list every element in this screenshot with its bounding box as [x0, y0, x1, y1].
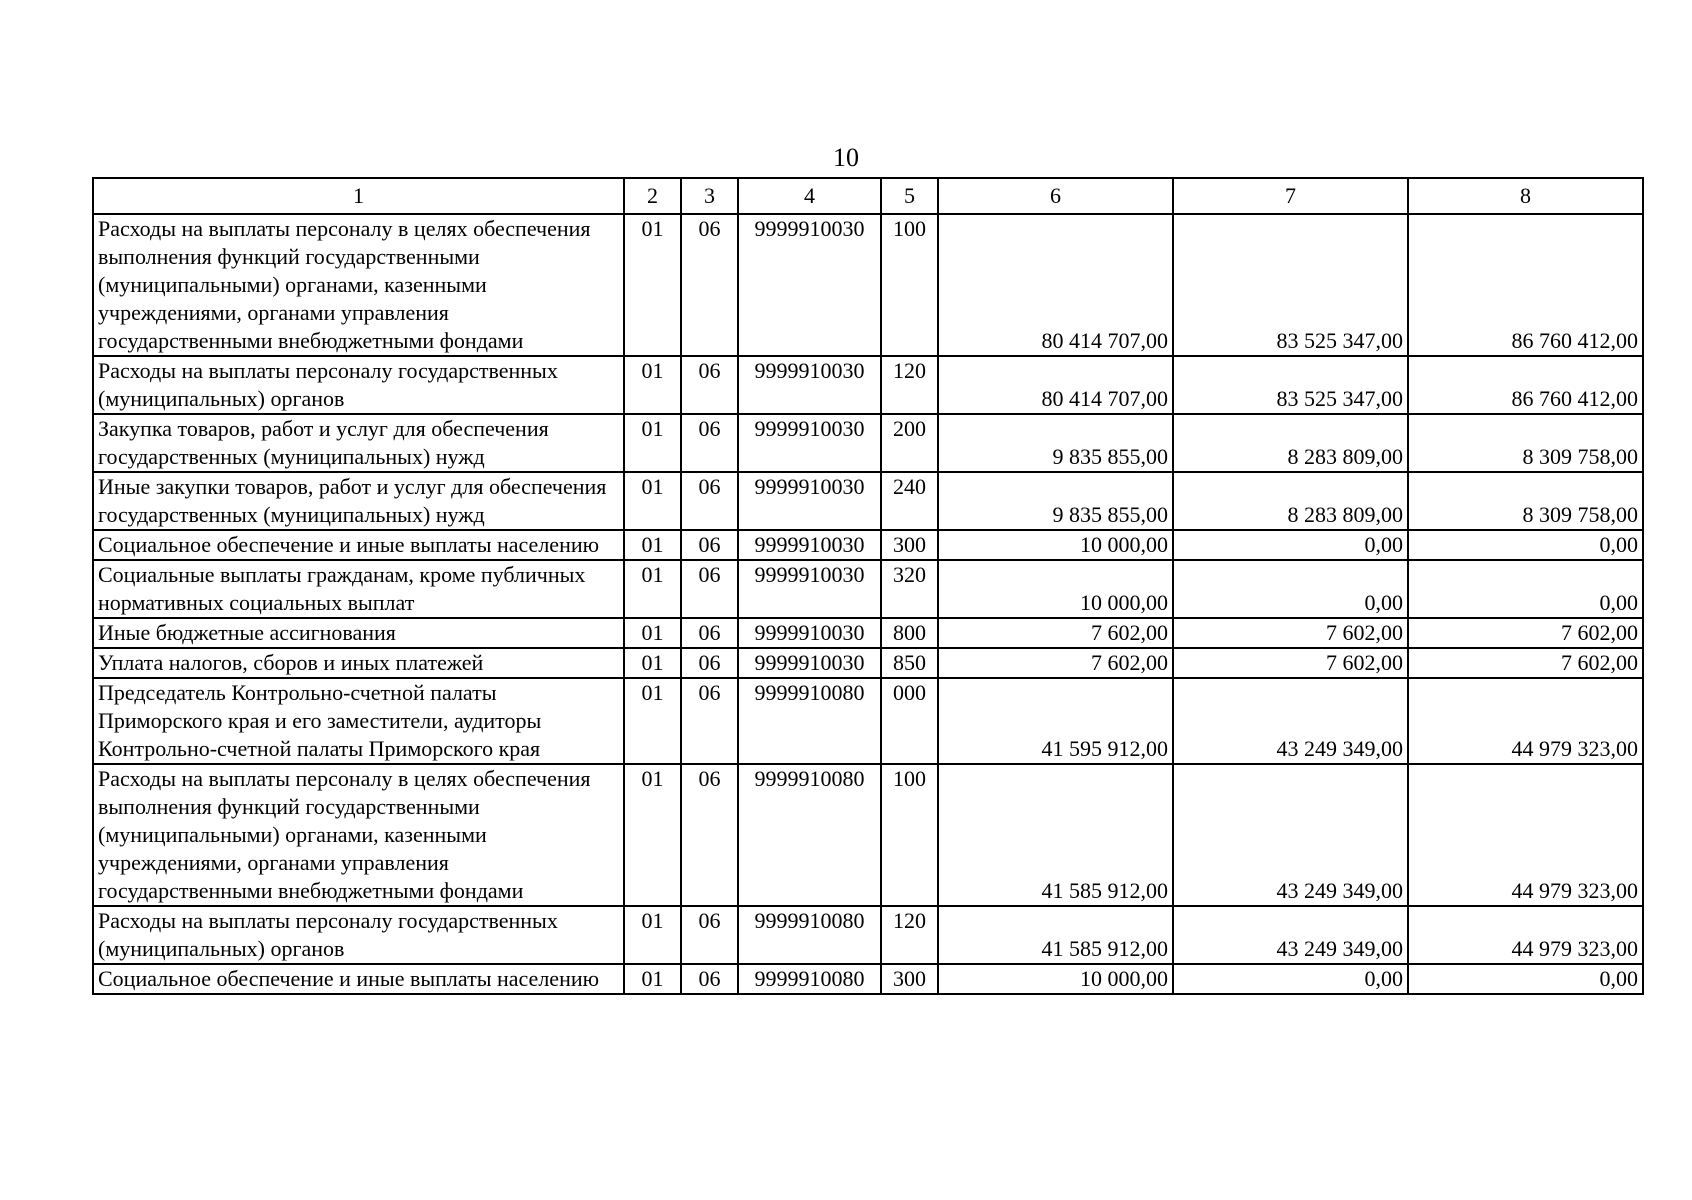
- row-amount-col8: 44 979 323,00: [1408, 764, 1643, 906]
- header-row: [93, 178, 1643, 214]
- row-amount-col7: 0,00: [1173, 964, 1408, 994]
- row-section-code: 01: [624, 964, 681, 994]
- row-expense-type-code: 850: [881, 648, 938, 678]
- row-target-article-code: 9999910030: [738, 530, 881, 560]
- row-description: Социальное обеспечение и иные выплаты населению: [93, 530, 624, 560]
- row-section-code: 01: [624, 648, 681, 678]
- row-amount-col6: 41 595 912,00: [938, 678, 1173, 764]
- row-amount-col8: 8 309 758,00: [1408, 414, 1643, 472]
- row-amount-col7: 43 249 349,00: [1173, 678, 1408, 764]
- row-target-article-code: 9999910080: [738, 678, 881, 764]
- row-amount-col7: 8 283 809,00: [1173, 414, 1408, 472]
- row-description: Иные бюджетные ассигнования: [93, 618, 624, 648]
- row-section-code: 01: [624, 618, 681, 648]
- row-amount-col7: 0,00: [1173, 560, 1408, 618]
- row-amount-col8: 0,00: [1408, 560, 1643, 618]
- row-subsection-code: 06: [681, 214, 738, 356]
- row-description: Расходы на выплаты персоналу государственных (муниципальных) органов: [93, 906, 624, 964]
- row-amount-col7: 43 249 349,00: [1173, 906, 1408, 964]
- row-expense-type-code: 120: [881, 906, 938, 964]
- row-subsection-code: 06: [681, 906, 738, 964]
- row-amount-col7: 43 249 349,00: [1173, 764, 1408, 906]
- row-subsection-code: 06: [681, 964, 738, 994]
- row-expense-type-code: 000: [881, 678, 938, 764]
- row-expense-type-code: 200: [881, 414, 938, 472]
- header-cell-2: 2: [624, 178, 681, 214]
- row-subsection-code: 06: [681, 764, 738, 906]
- row-amount-col8: 0,00: [1408, 530, 1643, 560]
- row-amount-col8: 7 602,00: [1408, 648, 1643, 678]
- row-amount-col8: 86 760 412,00: [1408, 356, 1643, 414]
- table-row: [93, 560, 1643, 618]
- table-body: [93, 214, 1643, 994]
- row-amount-col8: 44 979 323,00: [1408, 906, 1643, 964]
- row-target-article-code: 9999910030: [738, 356, 881, 414]
- table-row: [93, 964, 1643, 994]
- row-expense-type-code: 120: [881, 356, 938, 414]
- row-expense-type-code: 100: [881, 214, 938, 356]
- row-section-code: 01: [624, 906, 681, 964]
- row-section-code: 01: [624, 764, 681, 906]
- row-target-article-code: 9999910030: [738, 472, 881, 530]
- row-description: Уплата налогов, сборов и иных платежей: [93, 648, 624, 678]
- header-cell-8: 8: [1408, 178, 1643, 214]
- row-description: Закупка товаров, работ и услуг для обеспечения государственных (муниципальных) нужд: [93, 414, 624, 472]
- row-expense-type-code: 300: [881, 964, 938, 994]
- row-target-article-code: 9999910030: [738, 414, 881, 472]
- row-amount-col6: 41 585 912,00: [938, 764, 1173, 906]
- header-cell-7: 7: [1173, 178, 1408, 214]
- table-row: [93, 678, 1643, 764]
- row-target-article-code: 9999910080: [738, 764, 881, 906]
- row-description: Иные закупки товаров, работ и услуг для обеспечения государственных (муниципальных) нужд: [93, 472, 624, 530]
- row-description: Расходы на выплаты персоналу государственных (муниципальных) органов: [93, 356, 624, 414]
- header-cell-5: 5: [881, 178, 938, 214]
- row-subsection-code: 06: [681, 678, 738, 764]
- row-description: Социальное обеспечение и иные выплаты населению: [93, 964, 624, 994]
- row-section-code: 01: [624, 530, 681, 560]
- table-row: [93, 414, 1643, 472]
- row-amount-col7: 7 602,00: [1173, 648, 1408, 678]
- row-expense-type-code: 240: [881, 472, 938, 530]
- table-row: [93, 648, 1643, 678]
- row-amount-col7: 8 283 809,00: [1173, 472, 1408, 530]
- row-amount-col8: 0,00: [1408, 964, 1643, 994]
- table-header: [93, 178, 1643, 214]
- row-subsection-code: 06: [681, 530, 738, 560]
- header-cell-1: 1: [93, 178, 624, 214]
- row-expense-type-code: 800: [881, 618, 938, 648]
- row-target-article-code: 9999910080: [738, 964, 881, 994]
- row-amount-col6: 7 602,00: [938, 648, 1173, 678]
- row-target-article-code: 9999910030: [738, 618, 881, 648]
- row-amount-col6: 10 000,00: [938, 530, 1173, 560]
- table-row: [93, 530, 1643, 560]
- row-section-code: 01: [624, 414, 681, 472]
- row-description: Социальные выплаты гражданам, кроме публичных нормативных социальных выплат: [93, 560, 624, 618]
- page-number: 10: [833, 143, 859, 172]
- table-row: [93, 764, 1643, 906]
- row-description: Председатель Контрольно-счетной палаты Приморского края и его заместители, аудиторы Контрольно-счетной палаты Приморского края: [93, 678, 624, 764]
- row-section-code: 01: [624, 472, 681, 530]
- row-amount-col6: 9 835 855,00: [938, 414, 1173, 472]
- row-expense-type-code: 320: [881, 560, 938, 618]
- row-target-article-code: 9999910030: [738, 648, 881, 678]
- row-amount-col6: 7 602,00: [938, 618, 1173, 648]
- table-row: [93, 356, 1643, 414]
- row-target-article-code: 9999910030: [738, 214, 881, 356]
- row-amount-col6: 41 585 912,00: [938, 906, 1173, 964]
- header-cell-4: 4: [738, 178, 881, 214]
- row-subsection-code: 06: [681, 414, 738, 472]
- row-subsection-code: 06: [681, 472, 738, 530]
- row-description: Расходы на выплаты персоналу в целях обеспечения выполнения функций государственными (муниципальными) органами, казенными учреждениями, органами управления государственными внебюджетными фондами: [93, 764, 624, 906]
- row-amount-col8: 44 979 323,00: [1408, 678, 1643, 764]
- header-cell-6: 6: [938, 178, 1173, 214]
- row-subsection-code: 06: [681, 560, 738, 618]
- row-expense-type-code: 300: [881, 530, 938, 560]
- row-section-code: 01: [624, 356, 681, 414]
- table-row: [93, 618, 1643, 648]
- row-section-code: 01: [624, 678, 681, 764]
- row-amount-col7: 83 525 347,00: [1173, 214, 1408, 356]
- row-amount-col6: 9 835 855,00: [938, 472, 1173, 530]
- header-cell-3: 3: [681, 178, 738, 214]
- row-amount-col8: 8 309 758,00: [1408, 472, 1643, 530]
- row-amount-col7: 7 602,00: [1173, 618, 1408, 648]
- row-expense-type-code: 100: [881, 764, 938, 906]
- row-amount-col7: 83 525 347,00: [1173, 356, 1408, 414]
- budget-table: [92, 177, 1644, 995]
- row-amount-col6: 80 414 707,00: [938, 214, 1173, 356]
- table-row: [93, 214, 1643, 356]
- row-section-code: 01: [624, 560, 681, 618]
- row-subsection-code: 06: [681, 356, 738, 414]
- table-row: [93, 472, 1643, 530]
- row-amount-col6: 80 414 707,00: [938, 356, 1173, 414]
- row-section-code: 01: [624, 214, 681, 356]
- row-subsection-code: 06: [681, 618, 738, 648]
- row-target-article-code: 9999910080: [738, 906, 881, 964]
- row-amount-col8: 7 602,00: [1408, 618, 1643, 648]
- row-subsection-code: 06: [681, 648, 738, 678]
- row-amount-col8: 86 760 412,00: [1408, 214, 1643, 356]
- row-target-article-code: 9999910030: [738, 560, 881, 618]
- row-amount-col7: 0,00: [1173, 530, 1408, 560]
- table-row: [93, 906, 1643, 964]
- row-description: Расходы на выплаты персоналу в целях обеспечения выполнения функций государственными (муниципальными) органами, казенными учреждениями, органами управления государственными внебюджетными фондами: [93, 214, 624, 356]
- row-amount-col6: 10 000,00: [938, 964, 1173, 994]
- row-amount-col6: 10 000,00: [938, 560, 1173, 618]
